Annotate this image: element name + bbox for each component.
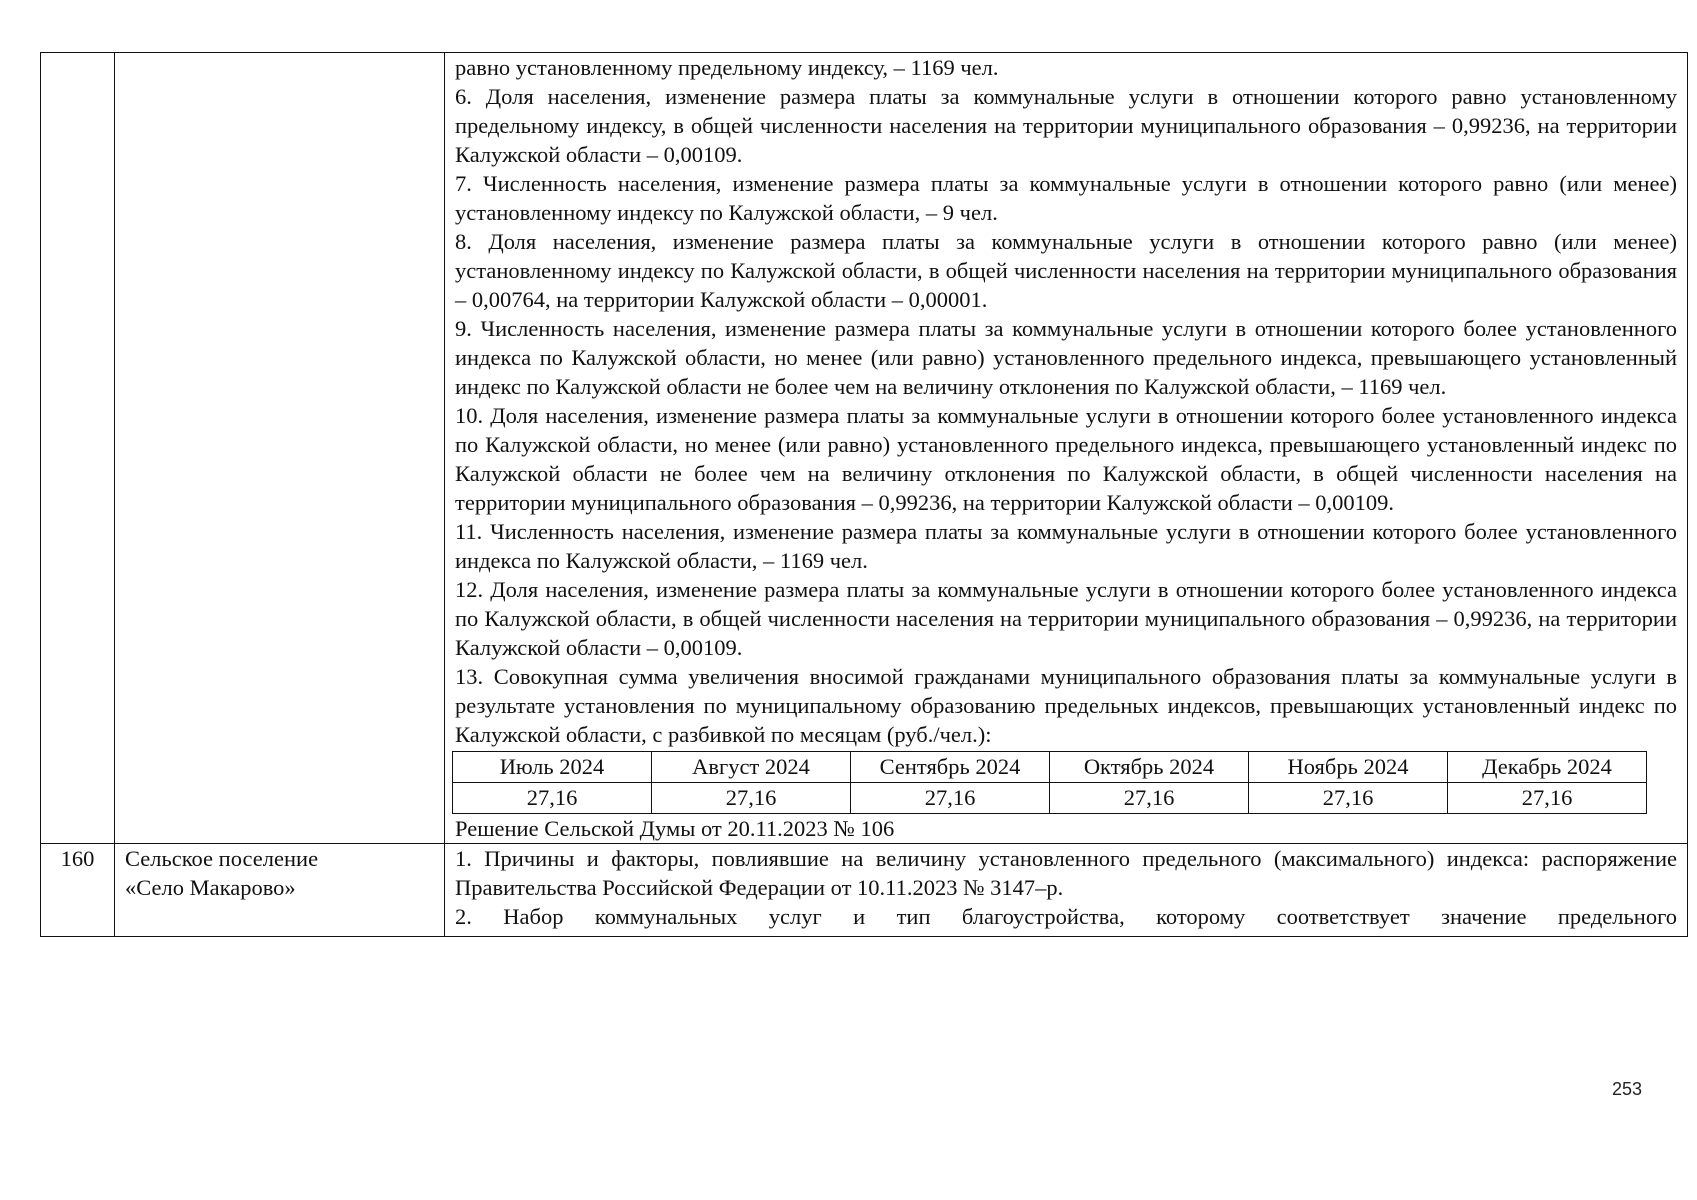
paragraph-1: 1. Причины и факторы, повлиявшие на величину установленного предельного (максимального) индекса: распоряжение Правительства Российской Федерации от 10.11.2023 № 3147–р. bbox=[455, 846, 1677, 900]
details-cell bbox=[445, 844, 1688, 937]
paragraph-6: 6. Доля населения, изменение размера платы за коммунальные услуги в отношении которого равно установленному предельному индексу, в общей численности населения на территории муниципального образования – 0,99236, на территории Калужской области – 0,00109. bbox=[455, 84, 1677, 167]
month-value: 27,16 bbox=[652, 783, 851, 814]
paragraph-13: 13. Совокупная сумма увеличения вносимой гражданами муниципального образования платы за коммунальные услуги в результате установления по муниципальному образованию предельных индексов, превышающих установленный индекс по Калужской области, с разбивкой по месяцам (руб./чел.): bbox=[455, 664, 1677, 747]
table-row bbox=[41, 844, 1688, 937]
month-header: Сентябрь 2024 bbox=[851, 752, 1050, 783]
municipality-name-line: Сельское поселение bbox=[125, 846, 319, 871]
month-value: 27,16 bbox=[1249, 783, 1448, 814]
month-header: Июль 2024 bbox=[453, 752, 652, 783]
months-header-row bbox=[453, 752, 1647, 783]
month-header: Октябрь 2024 bbox=[1050, 752, 1249, 783]
page-number: 253 bbox=[1612, 1079, 1643, 1099]
month-value: 27,16 bbox=[1448, 783, 1647, 814]
month-value: 27,16 bbox=[851, 783, 1050, 814]
row-number-cell bbox=[41, 53, 115, 844]
month-header: Август 2024 bbox=[652, 752, 851, 783]
monthly-increase-table bbox=[452, 751, 1647, 814]
month-header: Ноябрь 2024 bbox=[1249, 752, 1448, 783]
paragraph-11: 11. Численность населения, изменение размера платы за коммунальные услуги в отношении которого более установленного индекса по Калужской области, – 1169 чел. bbox=[455, 519, 1677, 573]
months-values-row bbox=[453, 783, 1647, 814]
municipal-index-table bbox=[40, 52, 1688, 937]
month-value: 27,16 bbox=[1050, 783, 1249, 814]
month-header: Декабрь 2024 bbox=[1448, 752, 1647, 783]
month-value: 27,16 bbox=[453, 783, 652, 814]
paragraph-5-end: равно установленному предельному индексу, – 1169 чел. bbox=[455, 55, 999, 80]
paragraph-12: 12. Доля населения, изменение размера платы за коммунальные услуги в отношении которого более установленного индекса по Калужской области, в общей численности населения на территории муниципального образования – 0,99236, на территории Калужской области – 0,00109. bbox=[455, 577, 1677, 660]
paragraph-7: 7. Численность населения, изменение размера платы за коммунальные услуги в отношении которого равно (или менее) установленному индексу по Калужской области, – 9 чел. bbox=[455, 171, 1677, 225]
paragraph-10: 10. Доля населения, изменение размера платы за коммунальные услуги в отношении которого более установленного индекса по Калужской области, но менее (или равно) установленного предельного индекса, превышающего установленный индекс по Калужской области не более чем на величину отклонения по Калужской области, в общей численности населения на территории муниципального образования – 0,99236, на территории Калужской области – 0,00109. bbox=[455, 403, 1677, 515]
table-row bbox=[41, 53, 1688, 844]
paragraph-9: 9. Численность населения, изменение размера платы за коммунальные услуги в отношении которого более установленного индекса по Калужской области, но менее (или равно) установленного предельного индекса, превышающего установленный индекс по Калужской области не более чем на величину отклонения по Калужской области, – 1169 чел. bbox=[455, 316, 1677, 399]
municipality-name-cell bbox=[115, 53, 445, 844]
paragraph-8: 8. Доля населения, изменение размера платы за коммунальные услуги в отношении которого равно (или менее) установленному индексу по Калужской области, в общей численности населения на территории муниципального образования – 0,00764, на территории Калужской области – 0,00001. bbox=[455, 229, 1677, 312]
details-cell bbox=[445, 53, 1688, 844]
municipality-name-cell bbox=[115, 844, 445, 937]
row-number-cell: 160 bbox=[41, 844, 115, 937]
decision-reference: Решение Сельской Думы от 20.11.2023 № 106 bbox=[455, 816, 895, 841]
paragraph-2: 2. Набор коммунальных услуг и тип благоустройства, которому соответствует значение предельного bbox=[455, 904, 1677, 929]
municipality-name-line: «Село Макарово» bbox=[125, 875, 296, 900]
